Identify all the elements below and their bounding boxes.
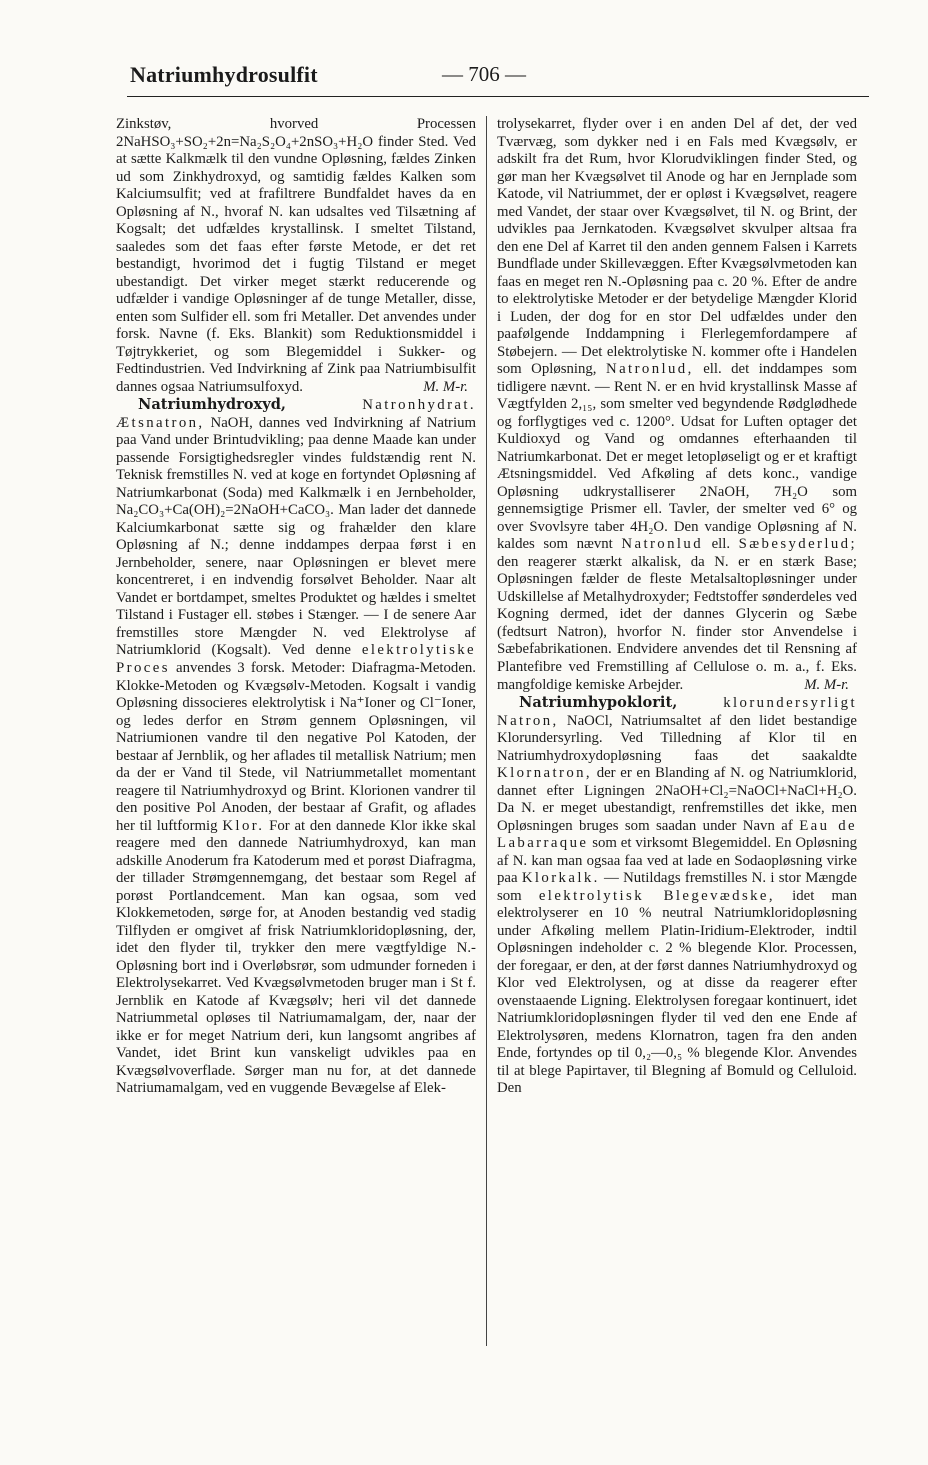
author-signature: M. M-r. <box>423 378 468 395</box>
entry-headword: Natriumhypoklorit, <box>519 694 678 712</box>
paragraph-continued <box>497 116 857 694</box>
paragraph-text: trolysekarret, flyder over i en anden Del af det, der ved Tværvæg, som dykker ned i en Fals med Kvægsølv, er adskilt fra det Rum, hvor Klorudviklingen finder Sted, og gør man her Kvægsølvet til Anode og har en Jernplade som Katode, vil Natriummet, der er opløst i Kvægsølvet, reagere med Vandet, der staar over Kvægsølvet, til N. og Brint, der udvikles paa Jernkatoden. Kvægsølvet skvulper altsaa fra den ene Del af Karret til den anden gennem Falsen i Karrets Bundflade under Skillevæggen. Efter Kvægsølvmetoden kan faas en meget ren N.-Opløsning paa c. 20 %. Efter de andre to elektrolytiske Metoder er der betydelige Mængder Klorid i Luden, der dog for en stor Del udfældes under den paafølgende Inddampning i Flerlegemfordampere af Støbejern. — Det elektrolytiske N. kommer ofte i Handelen som Opløsning, <box>497 116 857 378</box>
entry-text: NaOCl, Natriumsaltet af den lidet bestandige Klorundersyrling. Ved Tilledning af Klor til en Natriumhydroxydopløsning faas det saakaldte <box>497 712 857 764</box>
spaced-term: Klor. <box>222 817 265 834</box>
entry-text: NaOH, dannes ved Indvirkning af Natrium paa Vand under Brintudvikling; paa denne Maade kan under passende Forsigtighedsregler vindes fuldstændig rent N. Teknisk fremstilles N. ved at koge en fortyndet Opløsning af Natriumkarbonat (Soda) med Kalkmælk i en Jernbeholder, Na₂CO₃+Ca(OH)₂=2NaOH+CaCO₃. Man lader det dannede Kalciumkarbonat sætte sig og frahælder den klare Opløsning af N.; denne inddampes derpaa først i en Jernbeholder, senere, naar Opløsningen er blevet mere koncentreret, i en indvendig forsølvet Beholder. Naar alt Vandet er bortdampet, smeltes Produktet og hældes i smeltet Tilstand i Fustager ell. støbes i Stænger. — I de senere Aar fremstilles store Mængder N. ved Elektrolyse af Natriumklorid (Kogsalt). Ved denne <box>116 414 476 659</box>
left-column <box>116 116 476 1350</box>
spaced-term: elektrolytisk Blegevædske, <box>538 887 775 904</box>
paragraph-text: den reagerer stærkt alkalisk, da N. er en stærk Base; Opløsningen fælder de fleste Metalsaltopløsninger under Udskillelse af Metalhydroxyder; Fedtstoffer sønderdeles ved Kogning dermed, idet der dannes Glycerin og Sæbe (fedtsurt Natron), hvorfor N. finder stor Anvendelse i Sæbefabrikationen. Endvidere anvendes det til Rensning af Plantefibre ved Fremstilling af Cellulose o. m. a., f. Eks. mangfoldige kemiske Arbejder. <box>497 553 857 693</box>
synonym: Ætsnatron, <box>116 414 205 431</box>
spaced-term: Eau de Labarraque <box>497 817 857 852</box>
spaced-term: Natronlud, <box>606 361 694 378</box>
running-title: Natriumhydrosulfit <box>130 62 318 87</box>
right-column <box>497 116 857 1350</box>
author-signature: M. M-r. <box>804 676 849 693</box>
entry-headword: Natriumhydroxyd, <box>138 396 287 414</box>
paragraph-text: ell. det inddampes som tidligere nævnt. — Rent N. er en hvid krystallinsk Masse af Vægtfylden 2,₁₅, som smelter ved begyndende Rødglødhede og forflygtiges ved c. 1200°. Udsat for Luften optager det Kuldioxyd og Vand og omdannes efterhaanden til Natriumkarbonat. Det er meget letopløseligt og er et kraftigt Ætsningsmiddel. Ved Afkøling af dets konc., vandige Opløsning udkrystalliserer 2NaOH, 7H₂O som gennemsigtige Prismer ell. Tavler, der smelter ved 6° og over Svovlsyre taber 4H₂O. Den vandige Opløsning af N. kaldes som nævnt <box>497 361 857 553</box>
column-divider <box>486 116 487 1346</box>
entry-text: idet man elektrolyserer en 10 % neutral Natriumkloridopløsning under Afkøling mellem Platin-Iridium-Elektroder, indtil Opløsningen indeholder c. 2 % blegende Klor. Processen, der foregaar, er den, at der først dannes Natriumhydroxyd og Klor ved Elektrolysen, og at disse da reagerer efter ovenstaaende Ligning. Elektrolysen foregaar kontinuert, idet Natriumkloridopløsningen flyder til ved den ene Ende af Elektrolysøren, medens Klornatron, tagen fra den anden Ende, fortyndes op til 0,₂—0,₅ % blegende Klor. Anvendes til at blege Papirtaver, til Blegning af Bomuld og Celluloid. Den <box>497 887 857 1097</box>
synonym: Natronhydrat. <box>362 397 476 414</box>
spaced-term: Natronlud <box>621 536 703 553</box>
entry-text: For at den dannede Klor ikke skal reagere med den dannede Natriumhydroxyd, kan man adskille Anoderum fra Katoderum med et porøst Diafragma, der tillader Strømgennemgang, det bestaar som Regel af porøst Portlandcement. Man kan ogsaa, som ved Klokkemetoden, sørge for, at Anoden bestandig ved stadig Tilflyden er omgivet af frisk Natriumkloridopløsning, der, idet den flyder til, trykker den mere vægtfyldige N.-Opløsning bort ind i Overløbsrør, som udmunder forneden i Elektrolysekarret. Ved Kvægsølvmetoden bruger man i St f. Jernblik en Katode af Kvægsølv; heri vil det dannede Natriummetal opløses til Natriumamalgam, der, naar der ikke er for meget Natrium deri, kun langsomt angribes af Vandet, idet Brint kun vanskeligt udvikles paa en Kvægsølvoverflade. Sørger man nu for, at det dannede Natriumamalgam, ved en vuggende Bevægelse af Elek- <box>116 817 476 1097</box>
entry-text: — Nutildags fremstilles N. i stor Mængde som <box>497 870 857 904</box>
entry-text: anvendes 3 forsk. Metoder: Diafragma-Metoden. Klokke-Metoden og Kvægsølv-Metoden. Kogsalt i vandig Opløsning dissocieres elektrolytisk i Na⁺Ioner og Cl⁻Ioner, og ledes derfor en Strøm gennem Opløsningen, vil Natriumionen vandre til den negative Pol Katoden, der bestaar af Jernblik, og her aflades til metallisk Natrium; men da der er Vand til Stede, vil Natriummetallet momentant reagere til Natriumhydroxyd og Brint. Klorionen vandrer til den positive Pol Anoden, der bestaar af Grafit, og aflades her til luftformig <box>116 659 476 834</box>
header-rule <box>127 96 869 97</box>
spaced-term: Sæbesyderlud; <box>738 536 857 553</box>
spaced-term: elektrolytiske Proces <box>116 642 476 676</box>
entry-text: der er en Blanding af N. og Natriumklorid, dannet efter Ligningen 2NaOH+Cl₂=NaOCl+NaCl+H₂O. Da N. er meget ubestandigt, renfremstilles det ikke, men Opløsningen bruges som saadan under Navn af <box>497 765 857 834</box>
entry-natriumhypoklorit <box>497 694 857 1098</box>
synonym: klorundersyrligt Natron, <box>497 695 857 729</box>
page-number: — 706 — <box>442 62 526 86</box>
entry-natriumhydroxyd <box>116 396 476 1098</box>
entry-text: som et virksomt Blegemiddel. En Opløsning af N. kan man ogsaa faa ved at lade en Sodaopløsning virke paa <box>497 835 857 887</box>
paragraph-text: Zinkstøv, hvorved Processen 2NaHSO₃+SO₂+2n=Na₂S₂O₄+2nSO₃+H₂O finder Sted. Ved at sætte Kalkmælk til den vundne Opløsning, fældes Zinken ud som Zinkhydroxyd, og samtidig fældes Kalken som Kalciumsulfit; ved at frafiltrere Bundfaldet haves da en Opløsning af N., hvoraf N. kan udsaltes ved Tilsætning af Kogsalt; det udfældes krystallinsk. I smeltet Tilstand, saaledes som det faas efter første Metode, er det ret bestandigt, hvorimod det i fugtig Tilstand er meget ubestandigt. Det virker meget stærkt reducerende og udfælder i vandige Opløsninger af de tunge Metaller, disse, enten som Sulfider ell. som fri Metaller. Det anvendes under forsk. Navne (f. Eks. Blankit) som Reduktionsmiddel i Tøjtrykkeriet, og som Blegemiddel i Sukker- og Fedtindustrien. Ved Indvirkning af Zink paa Natriumbisulfit dannes ogsaa Natriumsulfoxyd. <box>116 116 476 395</box>
paragraph-continued <box>116 116 476 396</box>
spaced-term: Klorkalk. <box>521 870 600 887</box>
page-header <box>130 62 870 94</box>
paragraph-text: ell. <box>711 536 731 553</box>
spaced-term: Klornatron, <box>497 765 593 782</box>
